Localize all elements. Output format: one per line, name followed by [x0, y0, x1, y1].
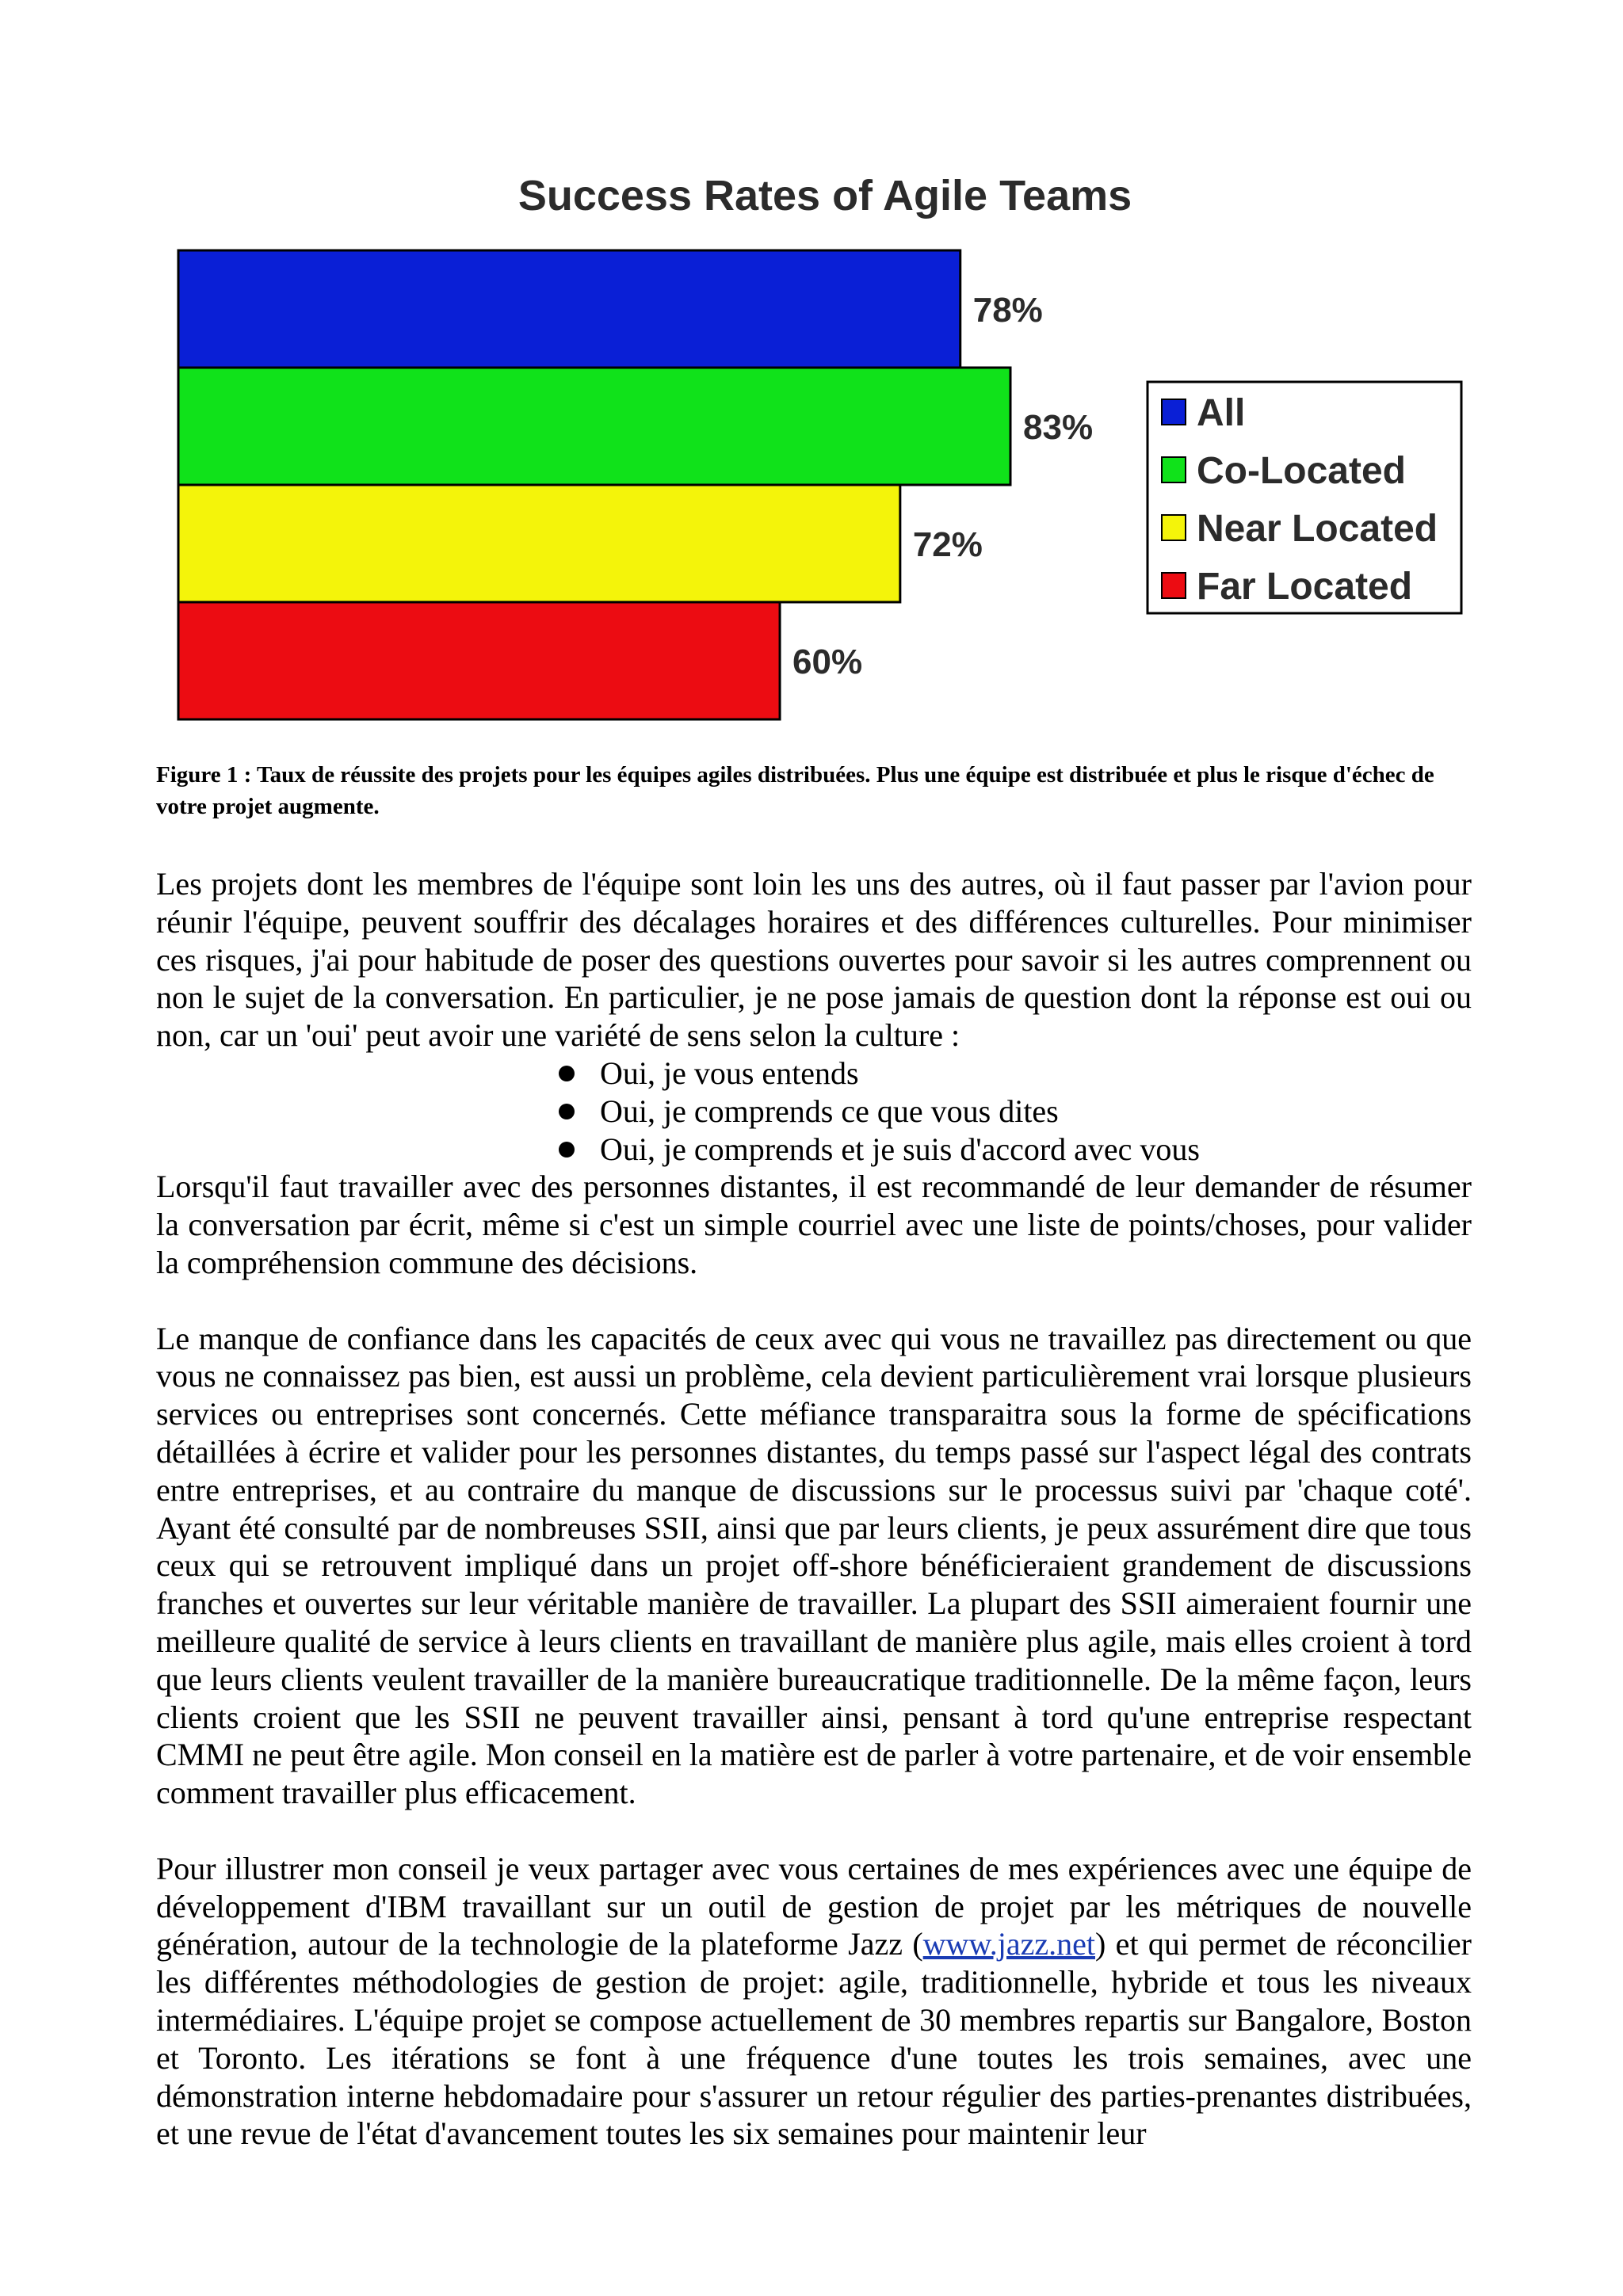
legend-label: Co-Located: [1197, 450, 1406, 492]
legend-swatch: [1162, 573, 1186, 598]
paragraph-4-text-start: Pour illustrer mon conseil je veux partager avec vous certaines de mes expériences avec une équipe de développement d'IBM travaillant sur un outil de gestion de projet par les métriques de nouvelle génération, autour de la technologie de la plateforme Jazz (: [156, 1850, 1472, 1962]
bullet-item: [600, 1131, 1472, 1169]
success-rates-chart: [0, 0, 1623, 737]
legend-label: All: [1197, 392, 1246, 434]
legend-swatch: [1162, 457, 1186, 482]
bullet-text: Oui, je vous entends: [600, 1055, 859, 1091]
bullet-list: [156, 1055, 1472, 1168]
paragraph-2: Lorsqu'il faut travailler avec des personnes distantes, il est recommandé de leur demander de résumer la conversation par écrit, même si c'est un simple courriel avec une liste de points/choses, pour valider la compréhension commune des décisions.: [156, 1169, 1472, 1280]
bar-co-located: [178, 368, 1010, 485]
bar-value-label: 72%: [912, 525, 983, 564]
bullet-text: Oui, je comprends et je suis d'accord avec vous: [600, 1131, 1200, 1167]
bullet-item: [600, 1055, 1472, 1093]
chart-title: Success Rates of Agile Teams: [517, 172, 1132, 219]
bullet-text: Oui, je comprends ce que vous dites: [600, 1093, 1059, 1129]
bar-value-label: 60%: [792, 643, 863, 681]
paragraph-3: Le manque de confiance dans les capacités de ceux avec qui vous ne travaillez pas directement ou que vous ne connaissez pas bien, est aussi un problème, cela devient particulièrement vrai lorsque plusieurs services ou entreprises sont concernés. Cette méfiance transparaitra sous la forme de spécifications détaillées à écrire et valider pour les personnes distantes, du temps passé sur l'aspect légal des contrats entre entreprises, et au contraire du manque de discussions sur le processus suivi par 'chaque coté'. Ayant été consulté par de nombreuses SSII, ainsi que par leurs clients, je peux assurément dire que tous ceux qui se retrouvent impliqué dans un projet off-shore bénéficieraient grandement de discussions franches et ouvertes sur leur véritable manière de travailler. La plupart des SSII aimeraient fournir une meilleure qualité de service à leurs clients en travaillant de manière plus agile, mais elles croient à tord que leurs clients veulent travailler de la manière bureaucratique traditionnelle. De la même façon, leurs clients croient que les SSII ne peuvent travailler ainsi, pensant à tord qu'une entreprise respectant CMMI ne peut être agile. Mon conseil en la matière est de parler à votre partenaire, et de voir ensemble comment travailler plus efficacement.: [156, 1320, 1472, 1811]
bar-value-label: 78%: [972, 291, 1043, 330]
legend-label: Near Located: [1197, 508, 1438, 550]
bar-far-located: [178, 602, 780, 719]
bullet-icon: [559, 1066, 575, 1081]
article-body: [156, 865, 1472, 2153]
chart-legend: [1148, 382, 1461, 613]
bar-all: [178, 250, 960, 368]
legend-swatch: [1162, 515, 1186, 540]
bullet-item: [600, 1093, 1472, 1131]
legend-swatch: [1162, 399, 1186, 425]
paragraph-1: Les projets dont les membres de l'équipe sont loin les uns des autres, où il faut passer par l'avion pour réunir l'équipe, peuvent souffrir des décalages horaires et des différences culturelles. Pour minimiser ces risques, j'ai pour habitude de poser des questions ouvertes pour savoir si les autres comprennent ou non le sujet de la conversation. En particulier, je ne pose jamais de question dont la réponse est oui ou non, car un 'oui' peut avoir une variété de sens selon la culture :: [156, 866, 1472, 1054]
bullet-icon: [559, 1142, 575, 1158]
paragraph-4: [156, 1850, 1472, 2153]
figure-caption: Figure 1 : Taux de réussite des projets pour les équipes agiles distribuées. Plus une équipe est distribuée et plus le risque d'échec de votre projet augmente.: [156, 762, 1434, 819]
jazz-link[interactable]: www.jazz.net: [922, 1926, 1095, 1962]
bullet-icon: [559, 1104, 575, 1119]
paragraph-4-text-end: ) et qui permet de réconcilier les différentes méthodologies de gestion de projet: agile, traditionnelle, hybride et tous les niveaux intermédiaires. L'équipe projet se compose actuellement de 30 membres repartis sur Bangalore, Boston et Toronto. Les itérations se font à une fréquence d'une toutes les trois semaines, avec une démonstration interne hebdomadaire pour s'assurer un retour régulier des parties-prenantes distribuées, et une revue de l'état d'avancement toutes les six semaines pour maintenir leur: [156, 1926, 1472, 2152]
bar-value-label: 83%: [1023, 408, 1094, 447]
legend-label: Far Located: [1197, 566, 1413, 608]
bar-near-located: [178, 485, 900, 602]
